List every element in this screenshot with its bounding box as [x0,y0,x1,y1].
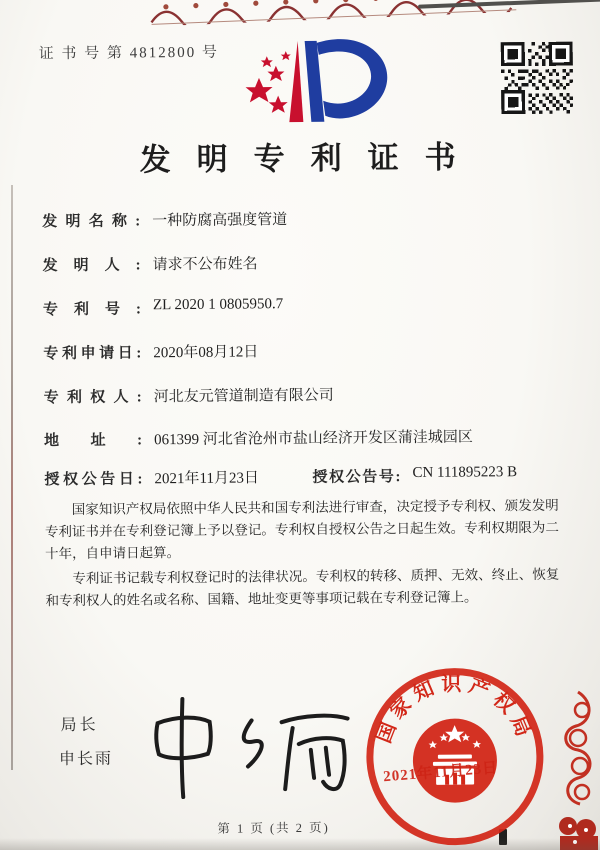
seal-text: 国家知识产权局 [372,673,537,747]
field-row-invention-name [42,206,562,232]
field-row-address [44,425,564,451]
field-label: 专利号: [42,301,142,319]
body-paragraph-2: 专利证书记载专利权登记时的法律状况。专利权的转移、质押、无效、终止、恢复和专利权人的姓名或名称、国籍、地址变更等事项记载在专利登记簿上。 [45,566,560,609]
field-value: 2020年08月12日 [153,344,259,362]
director-name: 申长雨 [58,750,113,769]
field-label: 发明人: [42,257,141,275]
seal-date-stamp: 2021年11月23日 [382,760,499,786]
field-label: 发明名称: [42,213,141,231]
grant-date: 2021年11月23日 [154,470,259,488]
field-row-filing-date [43,338,563,364]
field-row-patentee [44,382,564,408]
field-label: 授权公告号: [312,469,401,486]
certificate-title: 发明专利证书 [139,139,482,178]
page-footer: 第 1 页 (共 2 页) [217,820,330,836]
body-paragraph-1: 国家知识产权局依照中华人民共和国专利法进行审查，决定授予专利权、颁发发明专利证书并在专利登记簿上予以登记。专利权自授权公告之日起生效。专利权期限为二十年，自申请日起算。 [44,497,559,562]
handwritten-signature-icon [135,692,356,804]
field-value: ZL 2020 1 0805950.7 [152,296,284,314]
grant-number: CN 111895223 B [412,464,518,482]
field-label: 专利权人: [43,389,142,407]
field-value: 一种防腐高强度管道 [152,212,288,230]
field-value: 河北友元管道制造有限公司 [153,387,334,406]
qr-code-icon [501,42,574,115]
field-row-grant [44,464,564,490]
grant-number-pair [312,464,517,487]
field-label: 地址: [44,432,143,450]
field-label: 专利申请日: [43,345,142,363]
director-title: 局长 [60,716,99,735]
field-label: 授权公告日: [44,471,143,489]
field-row-inventor [43,250,563,276]
field-row-patent-number [43,294,563,320]
field-value: 061399 河北省沧州市盐山经济开发区蒲洼城园区 [154,429,473,449]
certificate-number: 证 书 号 第 4812800 号 [38,44,220,63]
field-value: 请求不公布姓名 [152,256,258,274]
legal-text-block [45,495,560,615]
